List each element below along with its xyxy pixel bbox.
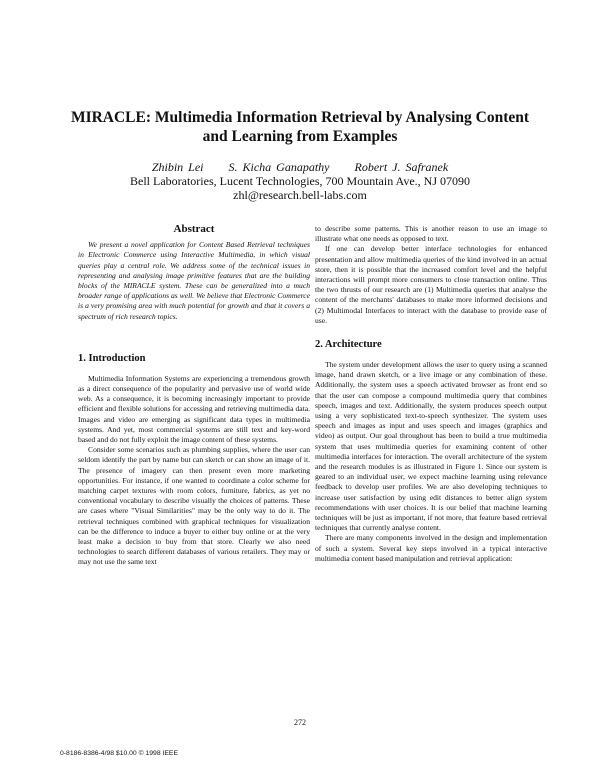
abstract-text: We present a novel application for Content Based Retrieval techniques in Electronic Commerce using Interactive Multimedia, in which visual queries play a central role. We address some of the technical issues in representing and analysing image primitive features that are the building blocks of the MIRACLE system. These can be generalized into a much broader range of applications as well. We believe that Electronic Commerce is a very promising area with much potential for growth and that it covers a spectrum of rich research topics. [78, 240, 310, 321]
architecture-paragraph-1: The system under development allows the user to query using a scanned image, hand drawn sketch, or a live image or any combination of these. Additionally, the system uses a speech activated browser as front end so that the user can compose a compound multimedia query that combines speech, images and text. Additionally, the system produces speech output using a very sophisticated text-to-speech synthesizer. The system uses speech and images as input and uses speech and images (graphics and video) as output. Our goal throughout has been to build a true multimedia system that uses multimedia queries for examining content of other multimedia interfaces for interaction. The overall architecture of the system and the research modules is as illustrated in Figure 1. Since our system is geared to an individual user, we expect machine learning using relevance feedback to develop user profiles. We are also developing techniques to increase user satisfaction by using edit distances to better align system recommendations with user choices. It is our belief that machine learning techniques will be just as important, if not more, that feature based retrieval techniques that currently analyse content. [315, 360, 547, 533]
copyright-footer: 0-8186-8386-4/98 $10.00 © 1998 IEEE [60, 750, 178, 757]
architecture-paragraph-2: There are many components involved in the design and implementation of such a system. Several key steps involved in a typical interactive multimedia content based manipulation and retrieval application: [315, 533, 547, 563]
page-number: 272 [294, 718, 306, 727]
architecture-heading: 2. Architecture [315, 339, 382, 351]
email: zhl@research.bell-labs.com [233, 188, 367, 202]
abstract-heading: Abstract [173, 223, 215, 235]
right-column [315, 224, 547, 564]
author-names [90, 160, 510, 174]
author-1: Zhibin Lei [151, 160, 204, 174]
author-2: S. Kicha Ganapathy [228, 160, 330, 174]
intro-paragraph-2: Consider some scenarios such as plumbing supplies, where the user can seldom identify the part by name but can sketch or can show an image of it. The presence of imagery can then present even more marketing opportunities. For instance, if one wanted to coordinate a color scheme for matching carpet textures with room colors, furniture, fabrics, as yet no conventional vocabulary to describe visually the choices of patterns. These are cases where "Visual Similarities" may be the only way to do it. The retrieval techniques combined with graphical techniques for visualization can be the difference to induce a buyer to either buy online or at the very least make a decision to buy from that store. Clearly we also need technologies to search different databases of various retailers. They may or may not use the same text [78, 445, 310, 567]
intro-paragraph-1: Multimedia Information Systems are experiencing a tremendous growth as a direct consequence of the popularity and pervasive use of world wide web. As a consequence, it is becoming increasingly important to provide efficient and flexible solutions for accessing and retrieving multimedia data. Images and video are emerging as significant data types in multimedia systems. And yet, most commercial systems are still text and key-word based and do not fully exploit the image content of these systems. [78, 373, 310, 445]
affiliation: Bell Laboratories, Lucent Technologies, 700 Mountain Ave., NJ 07090 [130, 174, 470, 188]
right-paragraph-1: to describe some patterns. This is another reason to use an image to illustrate what one needs as opposed to text. [315, 224, 547, 244]
left-column [78, 224, 310, 568]
author-3: Robert J. Safranek [354, 160, 449, 174]
paper-title: MIRACLE: Multimedia Information Retrieval by Analysing Content and Learning from Examples [70, 109, 530, 145]
author-block [90, 160, 510, 202]
intro-heading: 1. Introduction [78, 352, 146, 364]
right-paragraph-2: If one can develop better interface technologies for enhanced presentation and allow multimedia queries of the kind involved in an actual store, then it is possible that the increased comfort level and the helpful interactions will prompt more consumers to close transaction online. Thus the two thrusts of our research are (1) Multimedia queries that analyse the content of the merchants' databases to make more informed decisions and (2) Multimodal Interfaces to interact with the database to provide ease of use. [315, 244, 547, 325]
